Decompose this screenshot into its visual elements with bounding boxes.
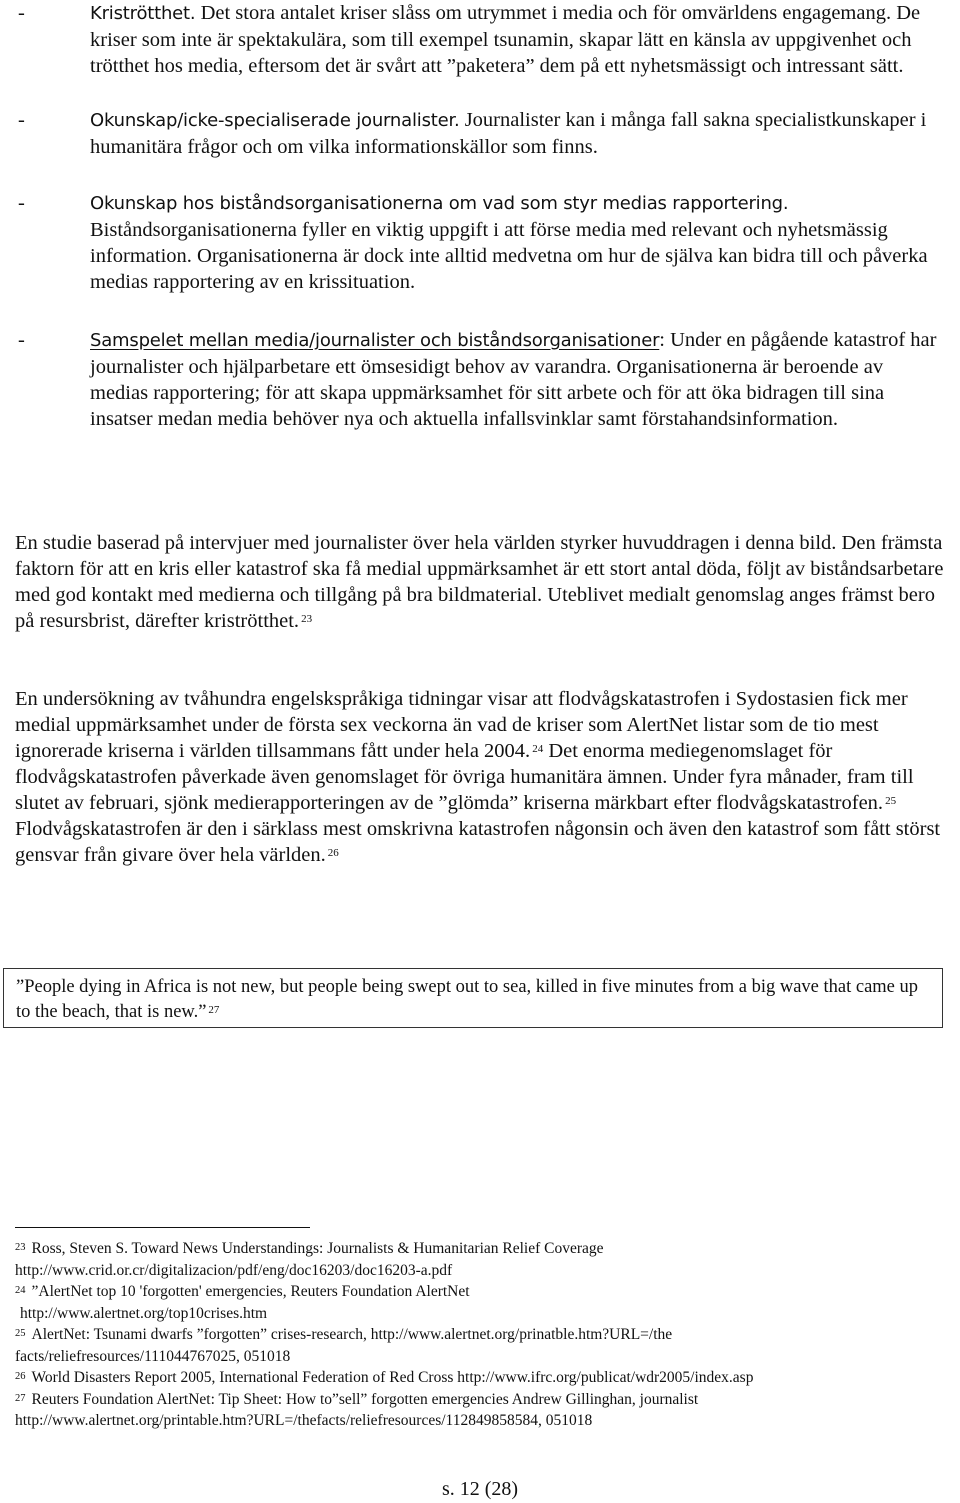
bullet-lead: Okunskap/icke-specialiserade journalister. — [90, 110, 460, 131]
footnote-link[interactable]: http://www.alertnet.org/printable.htm?URL=/thefacts/reliefresources/112849858584, 051018 — [15, 1412, 593, 1429]
bullet-lead: Samspelet mellan media/journalister och biståndsorganisationer — [90, 330, 660, 351]
footnote — [15, 1367, 950, 1389]
bullet-body: Biståndsorganisationerna fyller en viktig uppgift i att förse media med relevant och nyhetsmässig information. Organisationerna är dock inte alltid medvetna om hur de själva kan bidra till och påverka medias rapportering av en krissituation. — [90, 219, 928, 293]
bullet-item — [18, 0, 946, 79]
footnote-number: 27 — [15, 1392, 26, 1404]
footnote-ref: 27 — [208, 1004, 220, 1016]
footnote-ref: 23 — [301, 613, 313, 625]
footnote-number: 26 — [15, 1371, 26, 1382]
footnote-text: ”AlertNet top 10 'forgotten' emergencies, Reuters Foundation AlertNet — [31, 1283, 470, 1300]
body-paragraph — [15, 530, 945, 634]
quote-box — [3, 968, 943, 1028]
bullet-lead: Kriströtthet. — [90, 3, 196, 24]
footnote-text: facts/reliefresources/111044767025, 051018 — [15, 1347, 291, 1365]
body-paragraph — [15, 686, 945, 868]
bullet-lead: Okunskap hos biståndsorganisationerna om vad som styr medias rapportering. — [90, 193, 789, 214]
footnote-divider — [15, 1227, 310, 1228]
paragraph-text: Det enorma mediegenomslaget för flodvågskatastrofen påverkade även genomslaget för övriga humanitära ämnen. Under fyra månader, fram till slutet av februari, sjönk medierapporteringen av de ”glömda” kriserna märkbart efter flodvågskatastrofen. — [15, 740, 914, 814]
quote-text: ”People dying in Africa is not new, but people being swept out to sea, killed in five minutes from a big wave that came up to the beach, that is new.” — [16, 977, 919, 1022]
bullet-dash: - — [18, 329, 25, 351]
footnote-number: 25 — [15, 1328, 26, 1339]
bullet-text — [90, 190, 940, 295]
footnote-text: Ross, Steven S. Toward News Understandings: Journalists & Humanitarian Relief Coverage — [31, 1240, 604, 1257]
bullet-text — [90, 327, 940, 432]
bullet-dash: - — [18, 2, 25, 24]
bullet-text — [90, 107, 940, 160]
paragraph-text: Flodvågskatastrofen är den i särklass mest omskrivna katastrofen någonsin och även den katastrof som fått störst gensvar från givare över hela världen. — [15, 818, 941, 866]
footnote-ref: 25 — [885, 795, 897, 807]
footnotes — [15, 1238, 950, 1432]
footnote-number: 23 — [15, 1242, 26, 1253]
bullet-item — [18, 327, 946, 432]
page-number: s. 12 (28) — [441, 1478, 519, 1500]
footnote-link[interactable]: http://www.alertnet.org/top10crises.htm — [20, 1304, 268, 1322]
footnote-text: Reuters Foundation AlertNet: Tip Sheet: How to”sell” forgotten emergencies Andrew Gillinghan, journalist — [31, 1390, 699, 1408]
footnote — [15, 1389, 950, 1432]
bullet-dash: - — [18, 192, 25, 214]
bullet-body: Det stora antalet kriser slåss om utrymmet i media och för omvärldens engagemang. De kriser som inte är spektakulära, som till exempel tsunamin, skapar lätt en känsla av uppgivenhet och trötthet hos media, eftersom det är svårt att ”paketera” dem på ett nyhetsmässigt och intressant sätt. — [90, 2, 921, 77]
bullet-body: : Under en pågående katastrof har journalister och hjälparbetare ett ömsesidigt behov av varandra. Organisationerna är beroende av medias rapportering; för att skapa uppmärksamhet för sitt arbete och för att öka bidragen till sina insatser medan media behöver nya och aktuella infallsvinklar samt förstahandsinformation. — [90, 329, 937, 430]
footnote — [15, 1324, 950, 1367]
bullet-body: Journalister kan i många fall sakna specialistkunskaper i humanitära frågor och om vilka informationskällor som finns. — [90, 109, 927, 158]
bullet-item — [18, 107, 946, 160]
footnote — [15, 1238, 950, 1281]
bullet-dash: - — [18, 109, 25, 131]
footnote-number: 24 — [15, 1285, 26, 1296]
footnote-link[interactable]: http://www.crid.or.cr/digitalizacion/pdf/eng/doc16203/doc16203-a.pdf — [15, 1261, 453, 1279]
footnote-ref: 24 — [532, 743, 544, 755]
paragraph-text: En undersökning av tvåhundra engelskspråkiga tidningar visar att flodvågskatastrofen i Sydostasien fick mer medial uppmärksamhet under de första sex veckorna än vad de kriser som AlertNet listar som de tio mest ignorerade kriserna i världen tillsammans fått under hela 2004. — [15, 688, 908, 762]
footnote-text: World Disasters Report 2005, International Federation of Red Cross http://www.ifrc.org/publicat/wdr2005/index.asp — [31, 1369, 754, 1386]
bullet-list — [18, 0, 946, 432]
footnote — [15, 1281, 950, 1324]
paragraph-text: En studie baserad på intervjuer med journalister över hela världen styrker huvuddragen i denna bild. Den främsta faktorn för att en kris eller katastrof ska få medial uppmärksamhet är ett stort antal döda, följt av biståndsarbetare med god kontakt med medierna och tillgång på bra bildmaterial. Uteblivet medialt genomslag anges främst bero på resursbrist, därefter kriströtthet. — [15, 532, 944, 632]
footnote-text: AlertNet: Tsunami dwarfs ”forgotten” crises-research, http://www.alertnet.org/prinatble.htm?URL=/the — [31, 1326, 673, 1343]
bullet-item — [18, 190, 946, 295]
footnote-ref: 26 — [327, 847, 339, 859]
bullet-text — [90, 0, 940, 79]
